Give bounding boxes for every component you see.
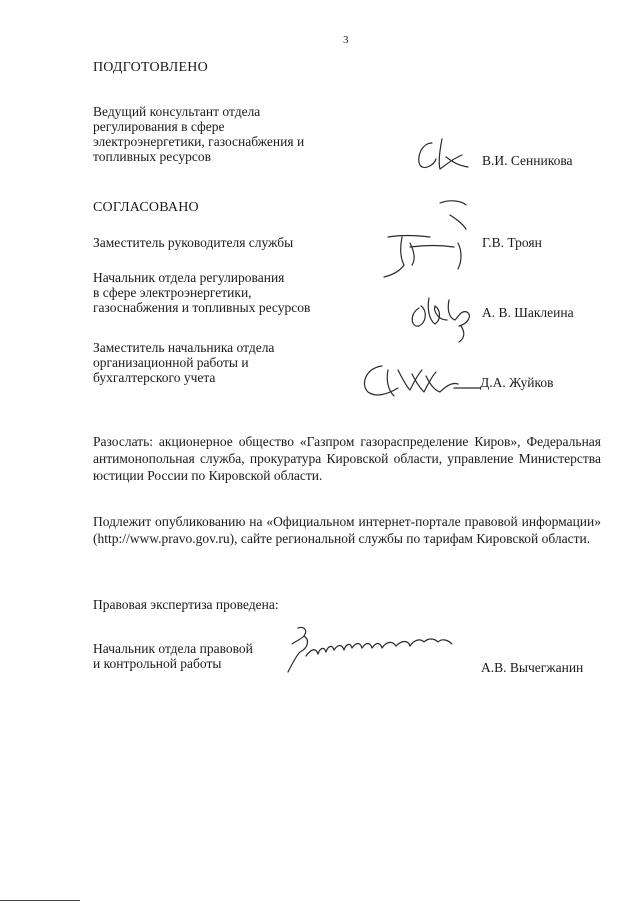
publication-paragraph: Подлежит опубликованию на «Официальном интернет-портале правовой информации» (http://www.pravo.gov.ru), сайте региональной службы по тарифам Кировской области. [93, 514, 601, 546]
position-line: газоснабжения и топливных ресурсов [93, 300, 311, 315]
position-line: электроэнергетики, газоснабжения и [93, 134, 305, 149]
signature-vychegzhanin [282, 622, 457, 682]
legal-review-name: А.В. Вычегжанин [481, 660, 584, 675]
agreed-heading: СОГЛАСОВАНО [93, 200, 199, 215]
position-line: Начальник отдела правовой [93, 641, 253, 656]
agreed-position-1 [93, 235, 293, 250]
distribution-paragraph: Разослать: акционерное общество «Газпром газораспределение Киров», Федеральная антимонопольная служба, прокуратура Кировской области, управление Министерства юстиции России по Кировской области. [93, 434, 601, 483]
position-line: Заместитель руководителя службы [93, 235, 294, 250]
legal-review-position [93, 641, 253, 671]
agreed-name-3: Д.А. Жуйков [480, 375, 554, 390]
signature-troyan [370, 195, 480, 285]
position-line: и контрольной работы [93, 656, 222, 671]
prepared-position [93, 104, 304, 164]
position-line: Заместитель начальника отдела [93, 340, 275, 355]
position-line: регулирования в сфере [93, 119, 225, 134]
footer-rule [0, 900, 80, 901]
position-line: топливных ресурсов [93, 149, 211, 164]
position-line: Ведущий консультант отдела [93, 104, 261, 119]
legal-review-statement: Правовая экспертиза проведена: [93, 597, 279, 612]
prepared-name: В.И. Сенникова [482, 153, 573, 168]
signature-zhuykov [358, 358, 483, 408]
signature-shakleina [405, 290, 485, 345]
position-line: Начальник отдела регулирования [93, 270, 285, 285]
page-number: 3 [343, 34, 349, 46]
agreed-name-2: А. В. Шаклеина [482, 305, 574, 320]
position-line: организационной работы и [93, 355, 249, 370]
agreed-position-2 [93, 270, 310, 315]
agreed-position-3 [93, 340, 274, 385]
prepared-heading: ПОДГОТОВЛЕНО [93, 60, 208, 75]
agreed-name-1: Г.В. Троян [482, 235, 542, 250]
position-line: бухгалтерского учета [93, 370, 216, 385]
position-line: в сфере электроэнергетики, [93, 285, 252, 300]
signature-senikova [412, 135, 472, 175]
